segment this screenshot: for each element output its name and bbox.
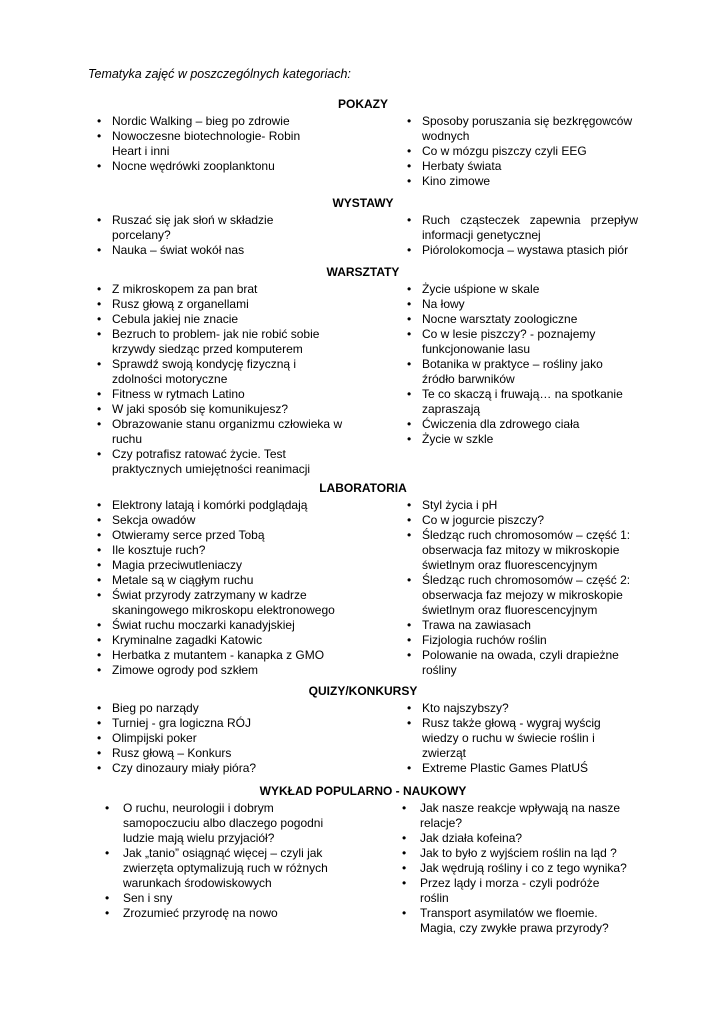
section-pokazy [88,96,638,189]
right-list [398,498,638,678]
list-item: • Sprawdź swoją kondycję fizyczną i zdolności motoryczne [88,357,310,387]
list-item: • Sposoby poruszania się bezkręgowców wodnych [398,114,638,144]
list-item: • Extreme Plastic Games PlatUŚ [398,761,638,776]
list-item: • Cebula jakiej nie znacie [88,312,388,327]
list-item: • Nowoczesne biotechnologie- Robin Heart i inni [88,129,332,159]
list-item: • Otwieramy serce przed Tobą [88,528,388,543]
list-item: • Rusz także głową - wygraj wyścig wiedzy o ruchu w świecie roślin i zwierząt [398,716,627,761]
list-item: • Herbatka z mutantem - kanapka z GMO [88,648,388,663]
section-wyklad [88,783,638,936]
list-item: • Czy dinozaury miały pióra? [88,761,388,776]
list-item: • Śledząc ruch chromosomów – część 2: obserwacja faz mejozy w mikroskopie świetlnym oraz fluorescencyjnym [398,573,638,618]
left-list [88,498,388,678]
list-item: • Świat ruchu moczarki kanadyjskiej [88,618,388,633]
left-list [88,213,388,258]
right-list [398,213,638,258]
section-title: QUIZY/KONKURSY [308,684,418,698]
section-title: LABORATORIA [319,481,407,495]
list-item: • Jak to było z wyjściem roślin na ląd ? [393,846,628,861]
list-item: • Sekcja owadów [88,513,388,528]
left-list [88,801,386,936]
list-item: • Turniej - gra logiczna RÓJ [88,716,388,731]
list-item: • Jak nasze reakcje wpływają na nasze relacje? [393,801,628,831]
list-item: • Życie uśpione w skale [398,282,638,297]
list-item: • Kryminalne zagadki Katowic [88,633,388,648]
list-item: • Herbaty świata [398,159,638,174]
list-item: • Bieg po narządy [88,701,388,716]
list-item: • Na łowy [398,297,638,312]
list-item: • Fitness w rytmach Latino [88,387,388,402]
right-list [398,701,638,776]
list-item: • Jak „tanio” osiągnąć więcej – czyli jak zwierzęta optymalizują ruch w różnych warunkach środowiskowych [96,846,338,891]
list-item: • Co w jogurcie piszczy? [398,513,638,528]
list-item: • Nocne warsztaty zoologiczne [398,312,638,327]
list-item: • Ruszać się jak słoń w składzie porcelany? [88,213,287,243]
list-item: • Kino zimowe [398,174,638,189]
list-item: • Czy potrafisz ratować życie. Test praktycznych umiejętności reanimacji [88,447,327,477]
list-item: • Magia przeciwutleniaczy [88,558,388,573]
list-item: • Styl życia i pH [398,498,638,513]
list-item: • Polowanie na owada, czyli drapieżne rośliny [398,648,647,678]
section-title: WYSTAWY [332,196,394,210]
left-list [88,282,388,477]
list-item: • Transport asymilatów we floemie. Magia, czy zwykłe prawa przyrody? [393,906,628,936]
section-quizy-konkursy [88,683,638,776]
list-item: • Zrozumieć przyrodę na nowo [96,906,386,921]
list-item: • O ruchu, neurologii i dobrym samopoczuciu albo dlaczego pogodni ludzie mają wielu przyjaciół? [96,801,328,846]
list-item: • Trawa na zawiasach [398,618,638,633]
list-item: • Rusz głową z organellami [88,297,388,312]
right-list [398,114,638,189]
list-item: • Jak wędrują rośliny i co z tego wynika? [393,861,628,876]
right-list [393,801,628,936]
list-item: • Świat przyrody zatrzymany w kadrze skaningowego mikroskopu elektronowego [88,588,350,618]
list-item: • Rusz głową – Konkurs [88,746,388,761]
section-title: WYKŁAD POPULARNO - NAUKOWY [259,784,467,798]
list-item: • Obrazowanie stanu organizmu człowieka w ruchu [88,417,352,447]
list-item: • Przez lądy i morza - czyli podróże roślin [393,876,628,906]
list-item: • W jaki sposób się komunikujesz? [88,402,388,417]
intro-heading: Tematyka zajęć w poszczególnych kategoriach: [88,67,351,81]
list-item: • Metale są w ciągłym ruchu [88,573,388,588]
list-item: • Kto najszybszy? [398,701,638,716]
left-list [88,701,388,776]
list-item: • Olimpijski poker [88,731,388,746]
list-item: • Ruch cząsteczek zapewnia przepływ informacji genetycznej [398,213,638,243]
list-item: • Jak działa kofeina? [393,831,628,846]
list-item: • Co w lesie piszczy? - poznajemy funkcjonowanie lasu [398,327,622,357]
list-item: • Piórolokomocja – wystawa ptasich piór [398,243,638,258]
list-item: • Co w mózgu piszczy czyli EEG [398,144,638,159]
list-item: • Nocne wędrówki zooplanktonu [88,159,388,174]
section-wystawy [88,195,638,258]
list-item: • Nauka – świat wokół nas [88,243,388,258]
list-item: • Życie w szkle [398,432,638,447]
list-item: • Bezruch to problem- jak nie robić sobie krzywdy siedząc przed komputerem [88,327,334,357]
right-list [398,282,638,477]
list-item: • Sen i sny [96,891,386,906]
list-item: • Śledząc ruch chromosomów – część 1: obserwacja faz mitozy w mikroskopie świetlnym oraz fluorescencyjnym [398,528,638,573]
list-item: • Te co skaczą i fruwają… na spotkanie zapraszają [398,387,644,417]
left-list [88,114,388,189]
section-laboratoria [88,480,638,678]
section-title: WARSZTATY [326,265,400,279]
list-item: • Elektrony latają i komórki podglądają [88,498,388,513]
list-item: • Z mikroskopem za pan brat [88,282,388,297]
list-item: • Botanika w praktyce – rośliny jako źródło barwników [398,357,638,387]
section-warsztaty [88,264,638,477]
list-item: • Ile kosztuje ruch? [88,543,388,558]
section-title: POKAZY [337,97,388,111]
list-item: • Fizjologia ruchów roślin [398,633,638,648]
list-item: • Zimowe ogrody pod szkłem [88,663,388,678]
list-item: • Ćwiczenia dla zdrowego ciała [398,417,638,432]
list-item: • Nordic Walking – bieg po zdrowie [88,114,388,129]
